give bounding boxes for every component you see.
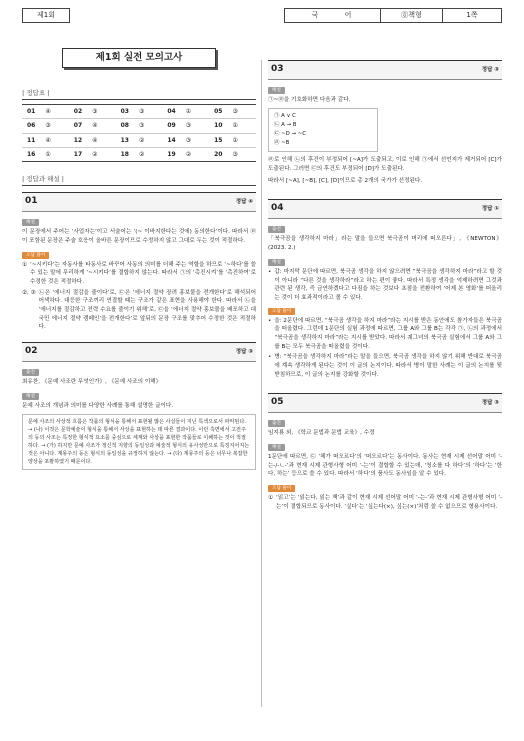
answer-key-answer: ③ [233,105,256,119]
answer-key-question-number: 07 [69,119,92,133]
explanation-conclusion: 따라서 [~A], [~B], [C], [D]이므로 총 2개의 국가가 선정된다. [268,177,423,184]
explanation-label: | 정답과 해설 | [22,174,256,186]
page-header [22,8,502,23]
answer-key-answer: ② [138,150,145,158]
explanation-tag: 해설 [268,259,285,266]
item-marker: • [268,317,272,324]
answer-key-row [22,147,256,161]
logic-line: ㉢ ~D → ~C [274,131,306,138]
item-marker: ① [268,495,274,502]
answer-key-answer: ④ [92,133,115,147]
answer-label: 정답 ③ [481,399,499,406]
question-number: 04 [271,203,284,214]
explanation-text: 문예 사조의 개념과 의미를 다양한 사례를 통해 설명한 글이다. [22,402,174,409]
item-text: ㉡은 ‘에너지 절감을 줄이다’로, ㉢은 ‘에너지 절약 장려 홍보물을 전개한다’로 해석되어 어색하다. 대등한 구조끼리 연결할 때는 구조가 같은 표현을 사용해야 한다. 따라서 ㉡을 ‘에너지를 절감하고 전력 수요를 줄이기 위해’로, ㉢을 ‘에너지 절약 홍보물을 배포하고 대국민 에너지 절약 캠페인’을 전개한다’로 앞뒤의 문장 구조를 맞추어 수정한 것은 적절하다. [38,289,256,331]
item-marker: • [268,354,272,361]
question-05-header [268,393,502,413]
right-column [268,60,502,513]
item-marker: • [268,268,272,275]
question-02-header [22,342,256,362]
wrong-answer-item [22,261,256,287]
explanation-item [268,268,502,303]
question-01-header [22,192,256,212]
logic-box [268,108,378,153]
answer-key-answer: ① [233,133,256,147]
answer-key-answer: ① [45,150,51,158]
answer-key-question-number: 17 [73,150,83,158]
answer-key-answer: ③ [139,119,162,133]
source-text: 최유찬, 《문예 사조란 무엇인가》, 《문예 사조의 이해》 [22,379,162,386]
answer-key-question-number: 12 [69,133,92,147]
answer-key-question-number: 03 [116,105,139,119]
answer-key-row [22,119,256,133]
answer-key-table [22,104,256,162]
explanation-tag: 해설 [22,219,39,226]
answer-key-answer: ③ [92,105,115,119]
explanation-text: ㉣로 인해 ㉡의 후건이 부정되어 [~A]가 도출되고, 이로 인해 ㉠에서 선언지가 제거되어 [C]가 도출된다. 그러면 ㉢의 후건도 부정되어 [D]가 도출된다. [268,157,502,173]
question-04-header [268,199,502,219]
answer-key-answer: ② [185,150,192,158]
logic-line: ㉣ ~B [274,140,290,147]
answer-key-answer: ④ [45,133,68,147]
answer-key-question-number: 09 [162,119,185,133]
answer-key-answer: ① [233,119,256,133]
answer-key-answer: ③ [232,150,238,158]
answer-key-question-number: 20 [214,150,223,158]
answer-key-question-number: 08 [116,119,139,133]
item-text: 을: 2문단에 따르면, “북극곰 생각을 하지 마라”라는 지시를 받은 동안에도 참가자들은 북극곰을 떠올렸다. 그런데 1문단의 실험 과정에 따르면, 그룹 A와 그룹 B는 각각 ㉠, ㉡의 과정에서 “북극곰을 생각하지 마라”라는 지시를 받았다. 따라서 궤그녀의 북극곰 실험에서 그룹 A와 그룹 B는 모두 북극곰을 떠올렸을 것이다. [274,317,502,350]
item-text: ‘~시키다’는 자동사를 타동사로 바꾸어 사동의 의미를 더해 주는 역할을 하므로 ‘~하다’를 쓸 수 있는 말에 무리하게 ‘~시키다’를 결합하지 않는다. 따라서 ㉠의 ‘촉진시켜’를 ‘촉진하여’로 수정한 것은 적절하다. [30,261,256,286]
item-text: ‘읽고’는 ‘읽는다, 읽는 책’과 같이 현재 시제 선어말 어미 ‘-는-’과 현재 시제 관형사형 어미 ‘-는’이 결합되므로 동사이다. ‘싶다’는 ‘싶는다(×), 싶는(×)’처럼 쓸 수 없으므로 형용사이다. [276,495,502,510]
question-number: 01 [25,196,38,207]
explanation-intro: ㉠~㉣을 기호화하면 다음과 같다. [268,97,351,104]
item-marker: ① [22,261,28,268]
wrong-answer-item [268,353,502,379]
answer-key-question-number: 02 [69,105,92,119]
answer-label: 정답 ④ [235,199,253,206]
answer-key-answer: ② [92,150,98,158]
answer-key-question-number: 05 [209,105,232,119]
item-text: 갑: 마지막 문단에 따르면, 북극곰 생각을 하지 않으려면 “북극곰을 생각하지 마라”라고 할 것이 아니라 “다른 것을 생각하라”라고 하는 편이 좋다. 따라서 특정 생각을 억제하려면 그것과 관련 된 생각, 즉 금연하겠다고 다짐을 하는 것보다 초점을 전환하여 ‘어제 본 영화’를 떠올리는 것이 더 효과적이라고 볼 수 있다. [274,268,502,301]
wrong-answer-tag: 오답 풀이 [268,485,295,492]
explanation-tag: 해설 [268,444,285,451]
subject-label: 국 어 [284,8,380,23]
logic-line: ㉡ A → B [274,121,297,128]
answer-key-question-number: 16 [27,150,36,158]
answer-key-row [22,133,256,147]
answer-key-answer: ③ [139,105,162,119]
wrong-answer-tag: 오답 풀이 [22,252,49,259]
answer-key-question-number: 04 [162,105,185,119]
page-number: 1쪽 [442,8,502,23]
item-text: 병: “북극곰을 생각하지 마라”라는 말을 들으면, 북극곰 생각을 하지 않기 위해 반대로 북극곰에 계속 생각하게 된다는 것이 이 글의 논지이다. 따라서 병이 말한 사례는 이 글의 논지를 뒷받침하므로, 이 글의 논지를 강화할 것이다. [274,354,502,378]
answer-key-question-number: 10 [209,119,232,133]
question-number: 03 [271,64,284,74]
source-tag: 출전 [268,226,285,233]
answer-key-answer: ① [186,105,209,119]
answer-key-question-number: 13 [116,133,139,147]
answer-label: 정답 ③ [481,66,499,73]
wrong-answer-tag: 오답 풀이 [268,308,295,315]
source-tag: 출전 [22,369,39,376]
wrong-answer-item [22,289,256,332]
source-tag: 출전 [268,420,285,427]
exam-title: 제1회 실전 모의고사 [62,48,216,68]
answer-key-question-number: 18 [120,150,129,158]
answer-key-question-number: 06 [22,119,45,133]
logic-line: ㉠ A ∨ C [274,112,296,119]
answer-label: 정답 ③ [235,348,253,355]
question-number: 02 [25,346,38,357]
question-number: 05 [271,397,284,408]
answer-key-question-number: 14 [162,133,185,147]
answer-key-question-number: 15 [209,133,232,147]
summary-box: 문예 사조의 사상적 흐름은 작품의 형식을 통해서 표현될 많은 사실들이 지닌 특색으로서 파악된다. → (나) 이것은 문학예술이 형식을 통해서 사상을 표현하는 데 따른 결과이다. 이런 측면에서 고전주의 등의 사조는 특정한 형식적 요소를 중심으로 세계와 사상을 표현한 작품들로 이해하는 것이 적절하다. → (가) 하지만 문예 사조가 정신적 지향의 동일성과 예술적 형식의 유사성만으로 특징지어지는 것은 아니다. 계몽주의 등은 형식의 동일성을 규정하지 않는다. → (다) 계몽주의 등은 너무나 복잡한 양상을 포괄하였기 때문이다. [22,414,256,471]
item-marker: ②, ③ [22,289,36,296]
answer-key-question-number: 19 [167,150,176,158]
explanation-text: 이 문장에서 주어는 ‘사업자는’이고 서술어는 ‘(~ 이바지한다는 것에) 동의한다’이다. 따라서 ㉣이 포함된 문장은 주술 호응이 올바른 문장이므로 수정하지 않고 그대로 두는 것이 적절하다. [22,229,256,245]
source-text: 「북극곰을 생각하지 마라」라는 말을 들으면 북극곰이 머리에 떠오른다」, 《NEWTON》(2023. 2.) [268,236,502,252]
left-column [22,48,256,474]
answer-key-answer: ③ [186,133,209,147]
answer-label: 정답 ① [481,206,499,213]
answer-key-answer: ② [139,133,162,147]
source-text: 임지룡 외, 《학교 문법과 문법 교육》, 수정 [268,430,375,437]
question-03-header [268,60,502,80]
answer-key-answer: ④ [92,119,115,133]
answer-key-question-number: 01 [22,105,45,119]
answer-key-label: | 정답표 | [22,88,256,100]
answer-key-answer: ③ [45,119,68,133]
answer-key-answer: ④ [45,105,68,119]
explanation-tag: 해설 [268,87,285,94]
answer-key-question-number: 11 [22,133,45,147]
explanation-text: 1문단에 따르면, ㉢ ‘헤가 떠오르다’의 ‘떠오르다’는 동사이다. 동사는 현재 시제 선어말 어미 ‘-는-/-ㄴ-’과 현재 시제 관형사형 어미 ‘-는’이 결합할 수 있는데, ‘청소를 다 하다’의 ‘하다’는 ‘한다, 하는’ 등으로 쓸 수 있다. 따라서 ‘하다’의 품사도 동사임을 알 수 있다. [268,454,502,478]
answer-key-row [22,105,256,119]
booklet-type: ㉭책형 [380,8,442,23]
header-right [284,8,502,23]
wrong-answer-item [268,317,502,352]
column-divider [261,60,262,707]
round-label: 제1회 [22,8,70,23]
answer-key-answer: ③ [186,119,209,133]
wrong-answer-item [268,494,502,511]
explanation-tag: 해설 [22,393,39,400]
